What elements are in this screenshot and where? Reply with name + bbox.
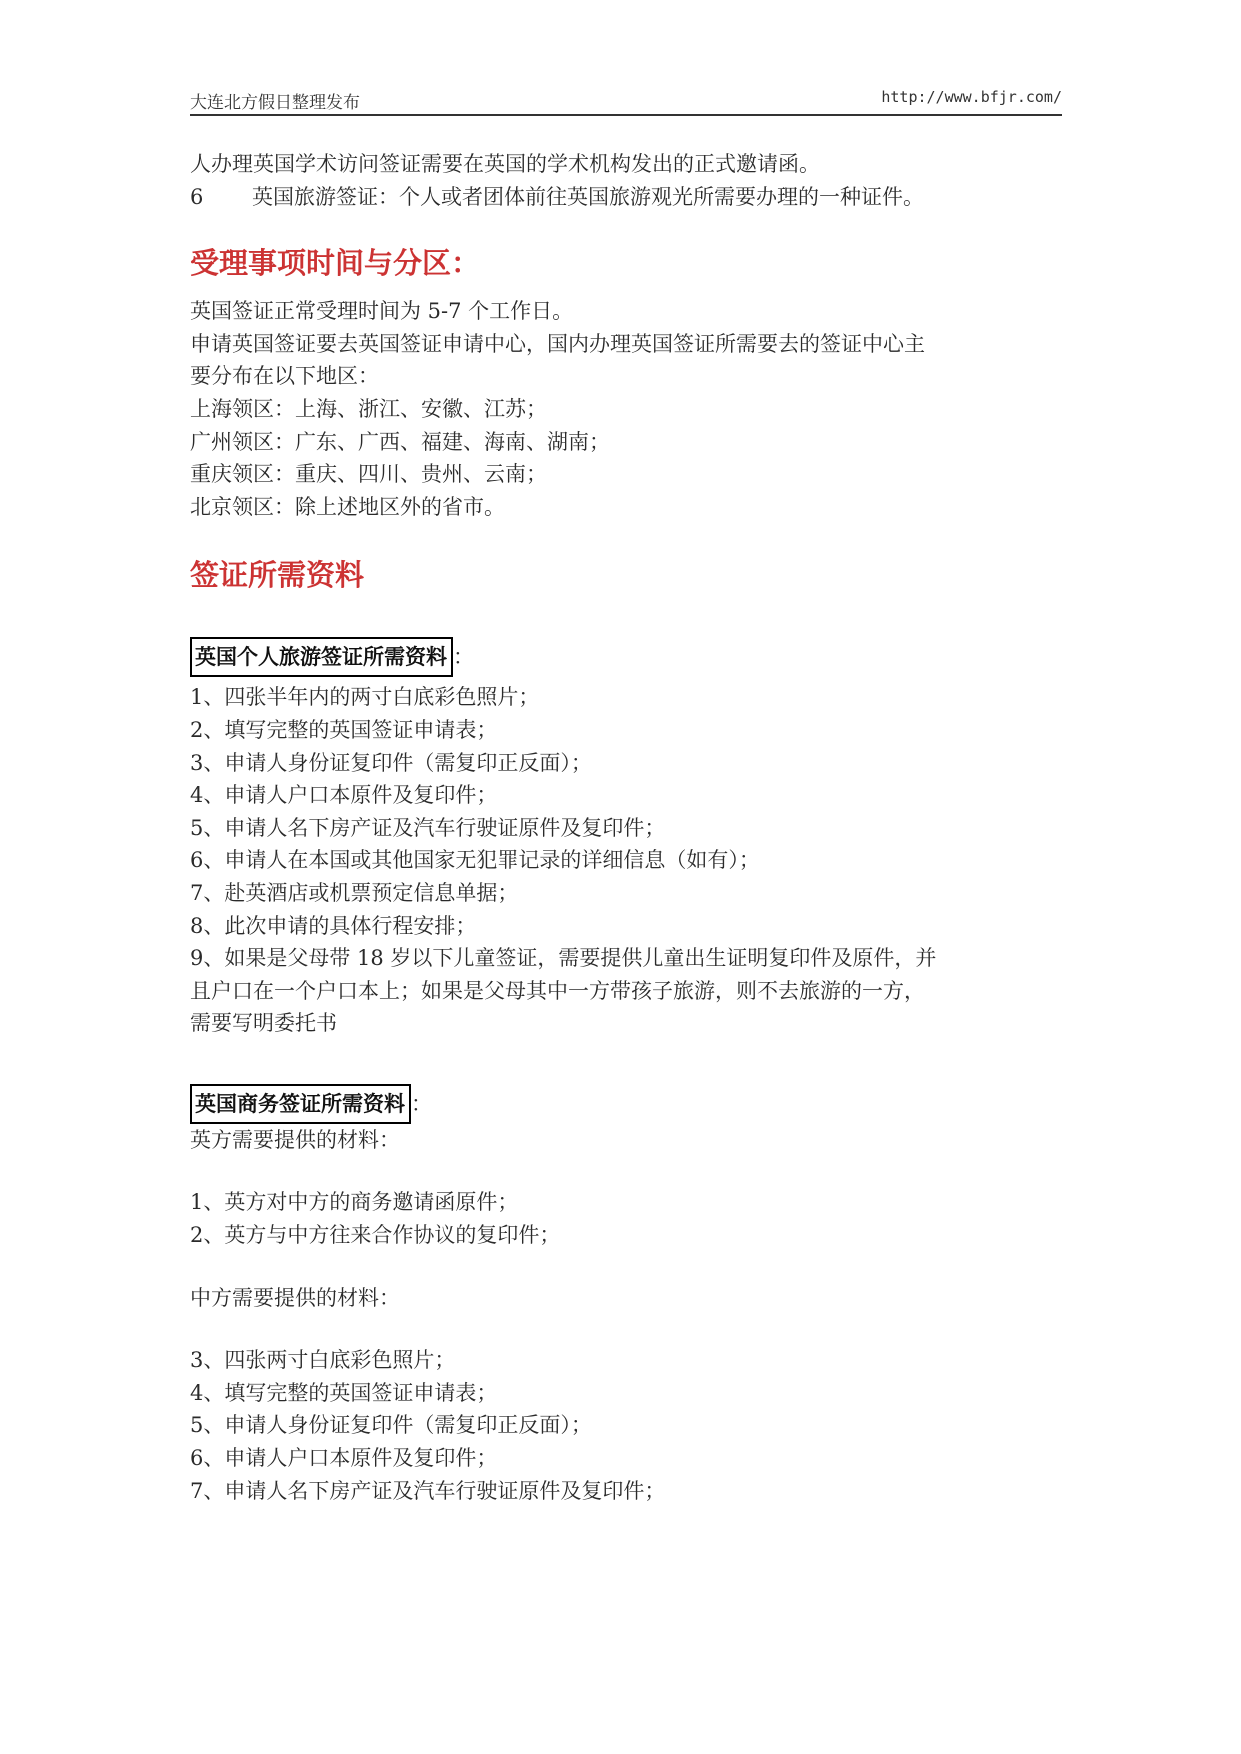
processing-line: 要分布在以下地区： [190, 364, 379, 389]
list-item: 9、如果是父母带 18 岁以下儿童签证，需要提供儿童出生证明复印件及原件，并 [190, 946, 937, 971]
list-item: 2、英方与中方往来合作协议的复印件； [190, 1223, 561, 1248]
section-title-materials: 签证所需资料 [190, 558, 365, 593]
uk-materials-label: 英方需要提供的材料： [190, 1127, 400, 1152]
heading-colon: ： [411, 1091, 432, 1116]
header-publisher: 大连北方假日整理发布 [190, 93, 360, 113]
list-item: 7、申请人名下房产证及汽车行驶证原件及复印件； [190, 1478, 666, 1503]
list-item: 6、申请人户口本原件及复印件； [190, 1446, 498, 1471]
document-body [190, 148, 1070, 1507]
list-item: 5、申请人名下房产证及汽车行驶证原件及复印件； [190, 815, 666, 840]
intro-line: 人办理英国学术访问签证需要在英国的学术机构发出的正式邀请函。 [190, 152, 820, 176]
business-visa-heading: 英国商务签证所需资料 [190, 1084, 411, 1124]
list-item-continued: 需要写明委托书 [190, 1011, 337, 1036]
processing-line: 申请英国签证要去英国签证申请中心，国内办理英国签证所需要去的签证中心主 [190, 331, 925, 356]
intro-item-6 [190, 181, 1070, 214]
cn-materials-label: 中方需要提供的材料： [190, 1285, 400, 1310]
consular-district: 上海领区：上海、浙江、安徽、江苏； [190, 396, 547, 421]
heading-colon: ： [453, 645, 474, 670]
list-item: 1、四张半年内的两寸白底彩色照片； [190, 685, 540, 710]
tourist-visa-heading: 英国个人旅游签证所需资料 [190, 637, 453, 677]
header-url: http://www.bfjr.com/ [881, 88, 1062, 106]
item-number: 6 [190, 184, 204, 209]
processing-line: 英国签证正常受理时间为 5-7 个工作日。 [190, 299, 574, 324]
list-item-continued: 且户口在一个户口本上；如果是父母其中一方带孩子旅游，则不去旅游的一方， [190, 978, 925, 1003]
list-item: 1、英方对中方的商务邀请函原件； [190, 1190, 519, 1215]
list-item: 2、填写完整的英国签证申请表； [190, 717, 498, 742]
list-item: 7、赴英酒店或机票预定信息单据； [190, 880, 519, 905]
page-header [190, 88, 1062, 116]
tourist-heading-row [190, 637, 1070, 677]
consular-district: 北京领区：除上述地区外的省市。 [190, 494, 505, 519]
item-text: 英国旅游签证：个人或者团体前往英国旅游观光所需要办理的一种证件。 [252, 184, 924, 209]
list-item: 8、此次申请的具体行程安排； [190, 913, 477, 938]
consular-district: 重庆领区：重庆、四川、贵州、云南； [190, 462, 547, 487]
section-title-processing: 受理事项时间与分区： [190, 246, 481, 281]
list-item: 6、申请人在本国或其他国家无犯罪记录的详细信息（如有）； [190, 848, 760, 873]
list-item: 4、申请人户口本原件及复印件； [190, 783, 498, 808]
list-item: 4、填写完整的英国签证申请表； [190, 1380, 498, 1405]
list-item: 3、申请人身份证复印件（需复印正反面）； [190, 750, 592, 775]
list-item: 5、申请人身份证复印件（需复印正反面）； [190, 1413, 592, 1438]
list-item: 3、四张两寸白底彩色照片； [190, 1348, 456, 1373]
consular-district: 广州领区：广东、广西、福建、海南、湖南； [190, 429, 610, 454]
business-heading-row [190, 1084, 1070, 1124]
